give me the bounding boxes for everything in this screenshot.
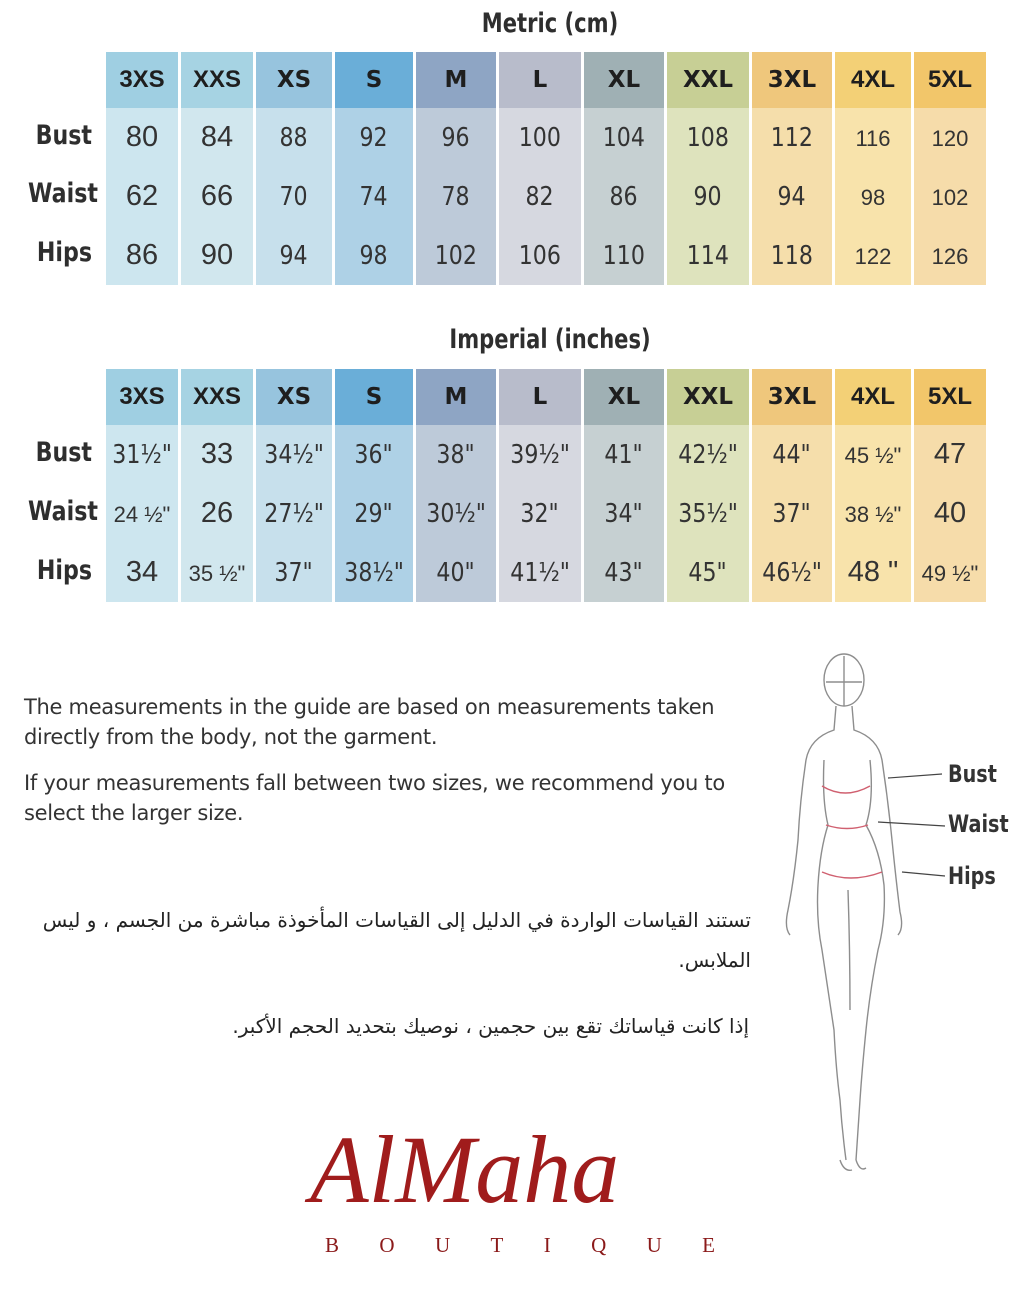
imperial-cell-hips-5xl: 49 ½"	[914, 543, 986, 602]
note-larger-size: If your measurements fall between two sizes, we recommend you to select the larger size.	[24, 771, 725, 825]
metric-header-xl: XL	[584, 52, 664, 108]
metric-row-bust	[106, 108, 986, 167]
imperial-waist-label: Waist	[28, 496, 98, 527]
imperial-header-3xs: 3XS	[106, 369, 178, 425]
imperial-cell-hips-m: 40"	[416, 543, 496, 602]
tagline-letter: Q	[591, 1233, 607, 1257]
metric-header-xxl: XXL	[667, 52, 749, 108]
imperial-header-l: L	[499, 369, 581, 425]
metric-cell-waist-xxl: 90	[667, 167, 749, 226]
arabic-note-body-measurements: تستند القياسات الواردة في الدليل إلى القياسات المأخوذة مباشرة من الجسم ، و ليس الملابس.	[42, 908, 751, 972]
metric-cell-waist-s: 74	[335, 167, 413, 226]
metric-hips-label: Hips	[36, 237, 92, 268]
imperial-cell-hips-xl: 43"	[584, 543, 664, 602]
metric-cell-bust-xs: 88	[256, 108, 332, 167]
metric-row-hips	[106, 226, 986, 285]
imperial-cell-hips-xxl: 45"	[667, 543, 749, 602]
metric-cell-bust-xxl: 108	[667, 108, 749, 167]
imperial-cell-waist-xs: 27½"	[256, 484, 332, 543]
metric-waist-label: Waist	[28, 178, 98, 209]
metric-cell-bust-3xl: 112	[752, 108, 832, 167]
imperial-cell-bust-3xs: 31½"	[106, 425, 178, 484]
metric-cell-hips-m: 102	[416, 226, 496, 285]
metric-header-3xs: 3XS	[106, 52, 178, 108]
arabic-note-larger-size: إذا كانت قياساتك تقع بين حجمين ، نوصيك بتحديد الحجم الأكبر.	[232, 1014, 749, 1038]
imperial-cell-bust-xxl: 42½"	[667, 425, 749, 484]
imperial-bust-label: Bust	[35, 437, 92, 468]
figure-label-waist: Waist	[948, 810, 1009, 838]
metric-cell-bust-xxs: 84	[181, 108, 253, 167]
imperial-row-bust	[106, 425, 986, 484]
metric-cell-bust-3xs: 80	[106, 108, 178, 167]
logo-wordmark: AlMaha	[310, 1116, 620, 1220]
metric-cell-hips-3xl: 118	[752, 226, 832, 285]
metric-cell-hips-xxl: 114	[667, 226, 749, 285]
imperial-header-5xl: 5XL	[914, 369, 986, 425]
metric-cell-waist-xs: 70	[256, 167, 332, 226]
metric-cell-waist-3xs: 62	[106, 167, 178, 226]
metric-header-m: M	[416, 52, 496, 108]
tagline-letter: U	[646, 1233, 662, 1257]
note-body-measurements: The measurements in the guide are based on measurements taken directly from the body, not the garment.	[24, 695, 715, 749]
imperial-header-xl: XL	[584, 369, 664, 425]
metric-cell-bust-5xl: 120	[914, 108, 986, 167]
metric-cell-waist-3xl: 94	[752, 167, 832, 226]
metric-cell-hips-xxs: 90	[181, 226, 253, 285]
tagline-letter: T	[490, 1233, 504, 1257]
metric-cell-hips-4xl: 122	[835, 226, 911, 285]
imperial-cell-hips-4xl: 48 "	[835, 543, 911, 602]
imperial-header-xs: XS	[256, 369, 332, 425]
imperial-title: Imperial (inches)	[449, 324, 651, 355]
metric-row-waist	[106, 167, 986, 226]
metric-cell-waist-xl: 86	[584, 167, 664, 226]
imperial-cell-waist-s: 29"	[335, 484, 413, 543]
tagline-letter: E	[702, 1233, 715, 1257]
figure-label-bust: Bust	[948, 760, 997, 788]
metric-header-xxs: XXS	[181, 52, 253, 108]
imperial-cell-bust-s: 36"	[335, 425, 413, 484]
metric-cell-waist-m: 78	[416, 167, 496, 226]
imperial-cell-bust-xs: 34½"	[256, 425, 332, 484]
imperial-cell-waist-3xl: 37"	[752, 484, 832, 543]
imperial-header-row	[106, 369, 986, 425]
metric-cell-hips-s: 98	[335, 226, 413, 285]
metric-header-l: L	[499, 52, 581, 108]
imperial-cell-waist-3xs: 24 ½"	[106, 484, 178, 543]
imperial-cell-bust-xl: 41"	[584, 425, 664, 484]
imperial-cell-hips-xs: 37"	[256, 543, 332, 602]
metric-header-4xl: 4XL	[835, 52, 911, 108]
tagline-letter: B	[325, 1233, 340, 1257]
metric-cell-hips-l: 106	[499, 226, 581, 285]
metric-cell-bust-4xl: 116	[835, 108, 911, 167]
imperial-cell-hips-l: 41½"	[499, 543, 581, 602]
logo-tagline	[325, 1233, 715, 1258]
metric-header-row	[106, 52, 986, 108]
metric-cell-bust-xl: 104	[584, 108, 664, 167]
imperial-cell-hips-xxs: 35 ½"	[181, 543, 253, 602]
imperial-cell-waist-5xl: 40	[914, 484, 986, 543]
imperial-cell-bust-m: 38"	[416, 425, 496, 484]
imperial-header-s: S	[335, 369, 413, 425]
imperial-row-hips	[106, 543, 986, 602]
metric-cell-waist-l: 82	[499, 167, 581, 226]
imperial-cell-bust-4xl: 45 ½"	[835, 425, 911, 484]
metric-cell-waist-xxs: 66	[181, 167, 253, 226]
metric-cell-waist-5xl: 102	[914, 167, 986, 226]
imperial-cell-bust-l: 39½"	[499, 425, 581, 484]
almaha-logo	[300, 1110, 740, 1220]
metric-cell-hips-3xs: 86	[106, 226, 178, 285]
imperial-cell-waist-xl: 34"	[584, 484, 664, 543]
tagline-letter: U	[434, 1233, 451, 1257]
metric-size-table	[103, 52, 989, 285]
metric-cell-bust-s: 92	[335, 108, 413, 167]
metric-header-s: S	[335, 52, 413, 108]
imperial-header-xxs: XXS	[181, 369, 253, 425]
metric-cell-bust-m: 96	[416, 108, 496, 167]
metric-cell-hips-xl: 110	[584, 226, 664, 285]
imperial-cell-hips-s: 38½"	[335, 543, 413, 602]
imperial-header-4xl: 4XL	[835, 369, 911, 425]
body-figure-illustration	[770, 650, 950, 1190]
metric-header-3xl: 3XL	[752, 52, 832, 108]
imperial-cell-waist-xxl: 35½"	[667, 484, 749, 543]
metric-cell-waist-4xl: 98	[835, 167, 911, 226]
imperial-header-xxl: XXL	[667, 369, 749, 425]
metric-header-xs: XS	[256, 52, 332, 108]
imperial-cell-waist-m: 30½"	[416, 484, 496, 543]
metric-cell-bust-l: 100	[499, 108, 581, 167]
imperial-cell-hips-3xl: 46½"	[752, 543, 832, 602]
imperial-cell-bust-5xl: 47	[914, 425, 986, 484]
metric-bust-label: Bust	[35, 120, 92, 151]
figure-label-hips: Hips	[948, 862, 996, 890]
imperial-cell-waist-xxs: 26	[181, 484, 253, 543]
imperial-header-3xl: 3XL	[752, 369, 832, 425]
metric-cell-hips-5xl: 126	[914, 226, 986, 285]
imperial-cell-hips-3xs: 34	[106, 543, 178, 602]
metric-title: Metric (cm)	[481, 8, 619, 39]
imperial-cell-bust-3xl: 44"	[752, 425, 832, 484]
tagline-letter: O	[379, 1233, 395, 1257]
imperial-header-m: M	[416, 369, 496, 425]
imperial-size-table	[103, 369, 989, 602]
metric-cell-hips-xs: 94	[256, 226, 332, 285]
tagline-letter: I	[543, 1233, 551, 1257]
imperial-row-waist	[106, 484, 986, 543]
metric-header-5xl: 5XL	[914, 52, 986, 108]
imperial-hips-label: Hips	[36, 555, 92, 586]
imperial-cell-waist-4xl: 38 ½"	[835, 484, 911, 543]
imperial-cell-waist-l: 32"	[499, 484, 581, 543]
imperial-cell-bust-xxs: 33	[181, 425, 253, 484]
